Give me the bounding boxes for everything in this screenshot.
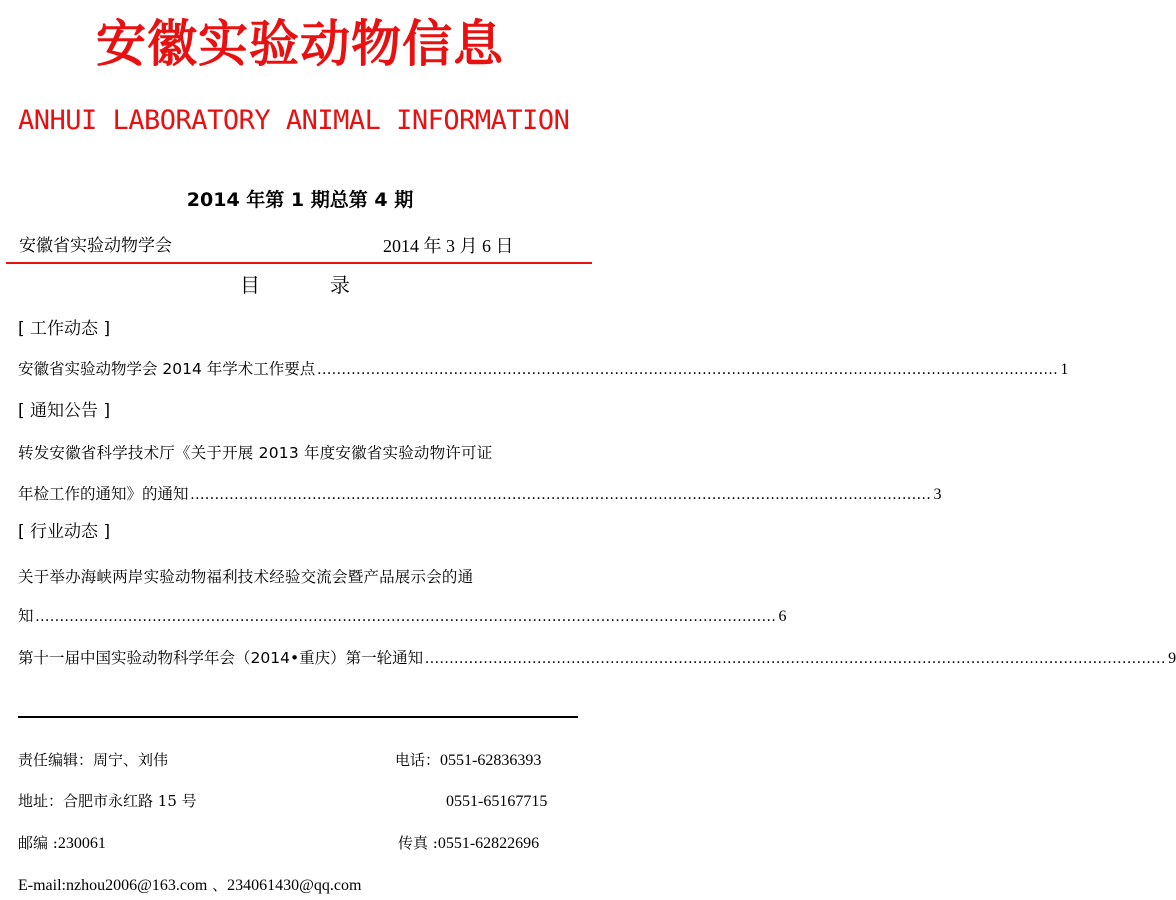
toc-leader-dots: ........................................................................................................................................................ (35, 608, 777, 625)
toc-entry-title: 安徽省实验动物学会 2014 年学术工作要点 (18, 360, 316, 378)
phone-label: 电话： (395, 751, 441, 769)
fax-label: 传真 : (398, 834, 438, 852)
journal-title-chinese: 安徽实验动物信息 (96, 15, 504, 73)
editor-names: 周宁、刘伟 (93, 751, 169, 769)
toc-entry-line1[interactable]: 转发安徽省科学技术厅《关于开展 2013 年度安徽省实验动物许可证 (18, 444, 493, 462)
toc-title (240, 271, 350, 299)
fax-number: 0551-62822696 (437, 835, 540, 852)
section-heading-work-news: [ 工作动态 ] (18, 319, 111, 339)
toc-entry-title: 年检工作的通知》的通知 (18, 485, 189, 503)
toc-leader-dots: ........................................................................................................................................................ (317, 361, 1059, 378)
footer-divider (18, 716, 578, 718)
email-info (18, 873, 361, 898)
toc-leader-dots: ........................................................................................................................................................ (190, 486, 932, 503)
phone-info-2 (446, 789, 547, 814)
email-label: E-mail: (18, 877, 66, 894)
publication-date: 2014 年 3 月 6 日 (383, 236, 514, 256)
toc-page-number: 3 (933, 486, 942, 503)
toc-entry-line1[interactable]: 关于举办海峡两岸实验动物福利技术经验交流会暨产品展示会的通 (18, 568, 474, 586)
toc-title-char-2: 录 (330, 273, 350, 297)
toc-entry[interactable] (18, 646, 1176, 671)
toc-entry-title: 知 (18, 607, 34, 625)
section-heading-notices: [ 通知公告 ] (18, 401, 111, 421)
editor-info (18, 748, 168, 772)
toc-page-number: 6 (778, 608, 787, 625)
toc-page-number: 9 (1168, 650, 1176, 667)
journal-title-english: ANHUI LABORATORY ANIMAL INFORMATION (18, 105, 570, 136)
phone-info (395, 748, 541, 773)
toc-leader-dots: ........................................................................................................................................................ (425, 650, 1167, 667)
phone-number-1: 0551-62836393 (440, 752, 542, 769)
red-divider (6, 262, 592, 264)
editor-label: 责任编辑： (18, 751, 94, 769)
address-label: 地址： (18, 792, 64, 810)
phone-number-2: 0551-65167715 (446, 793, 548, 810)
toc-title-char-1: 目 (240, 273, 260, 297)
fax-info (398, 831, 539, 856)
email-separator: 、 (207, 876, 228, 894)
publisher-society: 安徽省实验动物学会 (19, 236, 172, 256)
toc-entry-title: 第十一届中国实验动物科学年会（2014•重庆）第一轮通知 (18, 649, 424, 667)
postcode-label: 邮编 : (18, 834, 58, 852)
address-info (18, 789, 197, 813)
postcode-value: 230061 (57, 835, 106, 852)
toc-entry[interactable] (18, 482, 942, 507)
address-text: 合肥市永红路 15 号 (63, 792, 197, 810)
toc-entry[interactable] (18, 357, 1069, 382)
postcode-info (18, 831, 106, 856)
section-heading-industry-news: [ 行业动态 ] (18, 522, 111, 542)
issue-number: 2014 年第 1 期总第 4 期 (186, 189, 414, 211)
email-address-1[interactable]: nzhou2006@163.com (65, 877, 208, 894)
email-address-2[interactable]: 234061430@qq.com (227, 877, 362, 894)
toc-entry[interactable] (18, 604, 787, 629)
toc-page-number: 1 (1060, 361, 1069, 378)
